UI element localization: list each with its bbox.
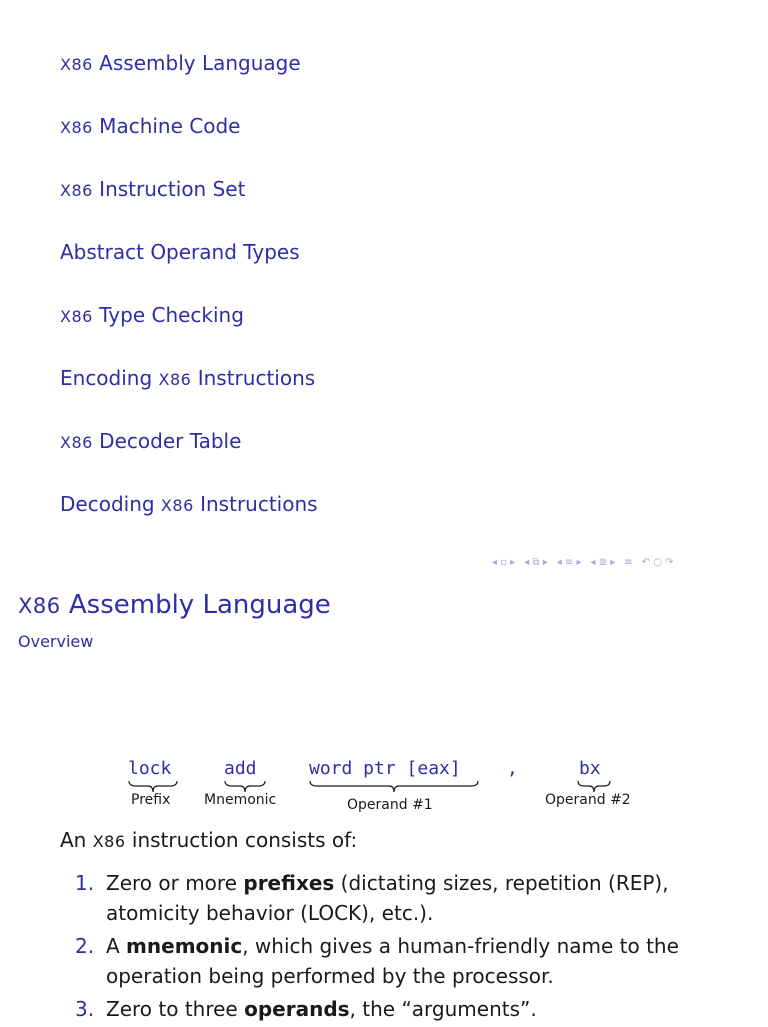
operand1-token: word ptr [eax] <box>309 758 461 779</box>
list-item: 1. Zero or more prefixes (dictating sizes, repetition (REP), atomicity behavior (LOCK), etc.). <box>75 871 669 925</box>
operand1-label: Operand #1 <box>347 797 433 813</box>
mnemonic-token: add <box>224 758 257 779</box>
prev-section-icon[interactable]: ◂ ≣ ▸ <box>590 557 616 568</box>
mnemonic-label: Mnemonic <box>204 792 277 808</box>
outline-item[interactable]: Encoding X86 Instructions <box>60 366 316 390</box>
prefix-label: Prefix <box>131 792 171 808</box>
search-icon[interactable]: ↶ ○ ↷ <box>641 557 674 568</box>
operand2-token: bx <box>579 758 601 779</box>
list-item: 3. Zero to three operands, the “arguments”. <box>75 997 537 1021</box>
intro-text: An X86 instruction consists of: <box>60 828 358 852</box>
toc-icon[interactable]: ≡ <box>624 557 633 568</box>
operand1-brace <box>309 780 479 794</box>
outline-item[interactable]: X86 Assembly Language <box>60 51 301 75</box>
first-frame-icon[interactable]: ◂ ▫ ▸ <box>492 557 516 568</box>
slide-title: X86 Assembly Language <box>18 590 331 620</box>
navigation-bar <box>492 557 674 569</box>
prev-frame-icon[interactable]: ◂ ⧉ ▸ <box>524 557 548 568</box>
outline-list <box>60 46 318 550</box>
slide-subtitle: Overview <box>18 632 94 651</box>
outline-item[interactable]: Abstract Operand Types <box>60 240 300 264</box>
prev-subsection-icon[interactable]: ◂ ≡ ▸ <box>556 557 582 568</box>
outline-item[interactable]: Decoding X86 Instructions <box>60 492 318 516</box>
prefix-token: lock <box>128 758 172 779</box>
outline-item[interactable]: X86 Instruction Set <box>60 177 246 201</box>
comma-token: , <box>507 758 518 779</box>
components-list <box>75 868 695 1027</box>
outline-item[interactable]: X86 Machine Code <box>60 114 241 138</box>
operand2-label: Operand #2 <box>545 792 631 808</box>
list-item: 2. A mnemonic, which gives a human-friendly name to the operation being performed by the processor. <box>75 934 679 988</box>
outline-item[interactable]: X86 Type Checking <box>60 303 244 327</box>
outline-item[interactable]: X86 Decoder Table <box>60 429 242 453</box>
